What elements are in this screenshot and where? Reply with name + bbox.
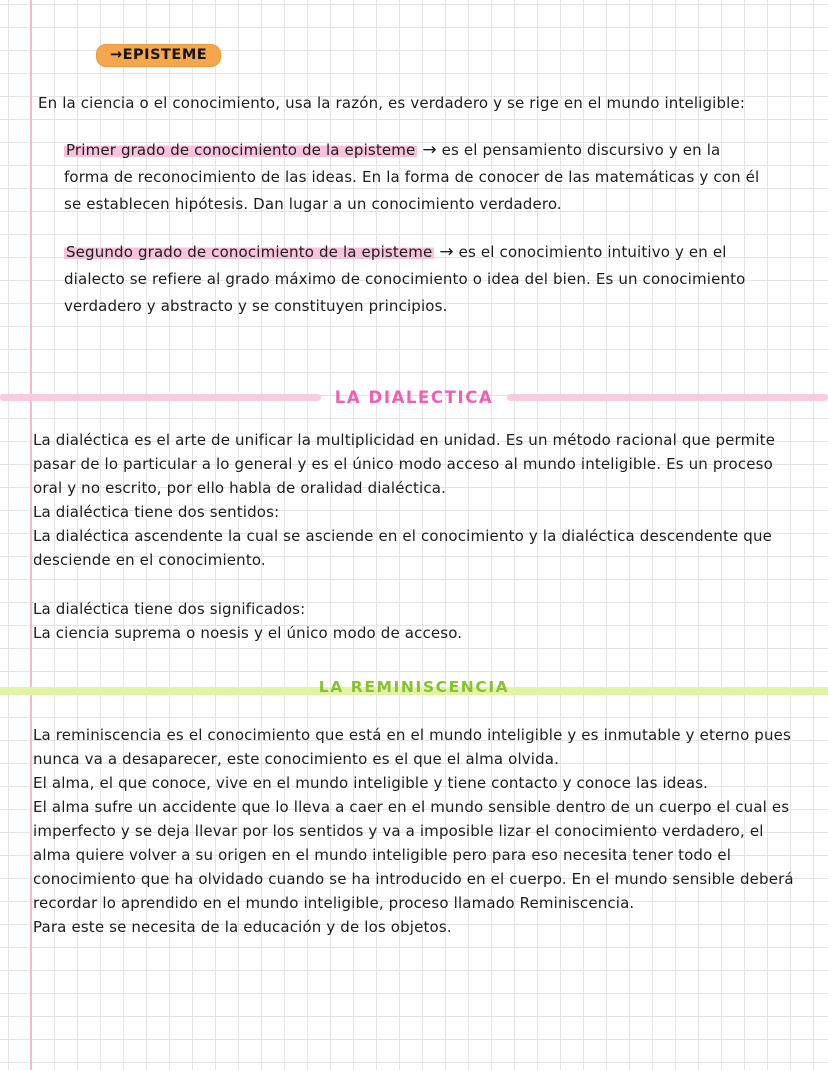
arrow-icon: →: [439, 242, 454, 262]
paragraph: Para este se necesita de la educación y de los objetos.: [33, 918, 452, 936]
paragraph: La dialéctica tiene dos significados:: [33, 600, 306, 618]
pink-bar-right: [507, 394, 828, 401]
paragraph: La ciencia suprema o noesis y el único modo de acceso.: [33, 624, 463, 642]
margin-line: [30, 0, 32, 1070]
dialectica-section: [33, 428, 800, 645]
first-grade-text: es el pensamiento discursivo y en la forma de reconocimiento de las ideas. En la forma de conocer de las matemáticas y con él se establecen hipótesis. Dan lugar a un conocimiento verdadero.: [64, 141, 760, 213]
pink-bar-left: [0, 394, 321, 401]
first-grade-highlight: Primer grado de conocimiento de la episteme: [66, 141, 416, 159]
dialectica-header: [0, 386, 828, 408]
paragraph: La dialéctica ascendente la cual se asciende en el conocimiento y la dialéctica descendente que desciende en el conocimiento.: [33, 527, 772, 569]
intro-paragraph: En la ciencia o el conocimiento, usa la razón, es verdadero y se rige en el mundo inteligible:: [38, 94, 746, 112]
paragraph: El alma, el que conoce, vive en el mundo inteligible y tiene contacto y conoce las ideas.: [33, 774, 709, 792]
badge-row: [96, 44, 828, 67]
paragraph: La dialéctica tiene dos sentidos:: [33, 503, 280, 521]
second-grade-text: es el conocimiento intuitivo y en el dialecto se refiere al grado máximo de conocimiento o idea del bien. Es un conocimiento verdadero y abstracto y se constituyen principios.: [64, 243, 746, 315]
paragraph: El alma sufre un accidente que lo lleva a caer en el mundo sensible dentro de un cuerpo el cual es imperfecto y se deja llevar por los sentidos y va a imposible lizar el conocimiento verdadero, el alma quiere volver a su origen en el mundo inteligible pero para eso necesita tener todo el conocimiento que ha olvidado cuando se ha introducido en el cuerpo. En el mundo sensible deberá recordar lo aprendido en el mundo inteligible, proceso llamado Reminiscencia.: [33, 798, 794, 912]
episteme-badge: →EPISTEME: [96, 44, 221, 67]
reminiscencia-header: [0, 676, 828, 698]
second-grade-highlight: Segundo grado de conocimiento de la episteme: [66, 243, 433, 261]
reminiscencia-title: LA REMINISCENCIA: [318, 678, 510, 696]
episteme-first-grade: [64, 137, 766, 218]
reminiscencia-section: [33, 723, 800, 939]
paragraph: La dialéctica es el arte de unificar la multiplicidad en unidad. Es un método racional que permite pasar de lo particular a lo general y es el único modo acceso al mundo inteligible. Es un proceso oral y no escrito, por ello habla de oralidad dialéctica.: [33, 431, 776, 497]
paragraph: La reminiscencia es el conocimiento que está en el mundo inteligible y es inmutable y eterno pues nunca va a desaparecer, este conocimiento es el que el alma olvida.: [33, 726, 791, 768]
dialectica-title: LA DIALECTICA: [334, 387, 494, 407]
episteme-second-grade: [64, 239, 766, 320]
arrow-icon: →: [422, 140, 437, 160]
